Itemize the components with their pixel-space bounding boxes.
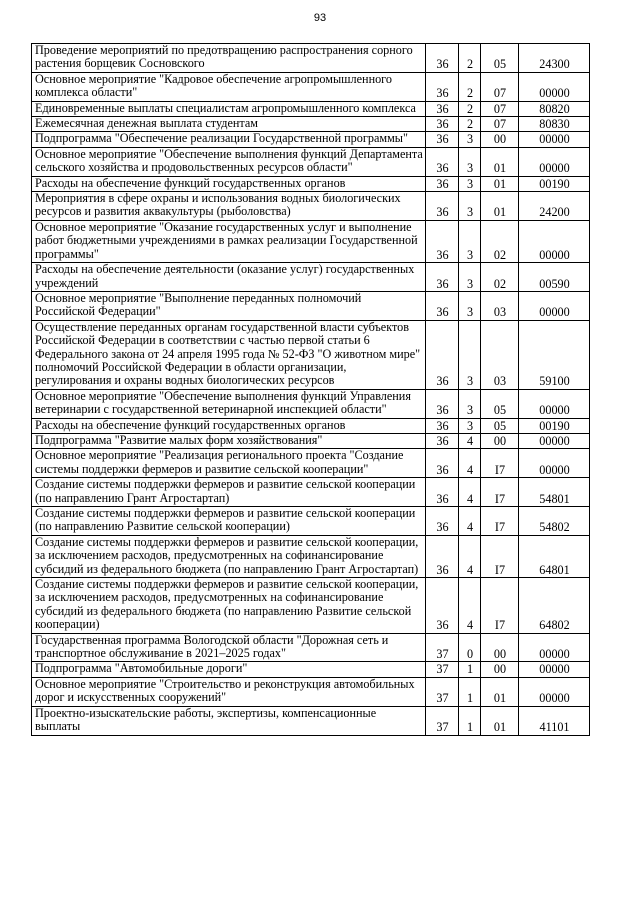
table-row xyxy=(32,72,590,101)
activity-code-cell: 07 xyxy=(481,101,519,116)
expenditure-name-cell: Расходы на обеспечение деятельности (оказание услуг) государственных учреждений xyxy=(32,263,426,292)
table-row xyxy=(32,578,590,634)
table-row xyxy=(32,176,590,191)
activity-code-cell: 01 xyxy=(481,192,519,221)
program-code-cell: 36 xyxy=(426,72,459,101)
direction-code-cell: 24200 xyxy=(519,192,590,221)
expenditure-name-cell: Осуществление переданных органам государственной власти субъектов Российской Федерации в соответствии с частью первой статьи 6 Федерального закона от 24 апреля 1995 года № 52-ФЗ "О животном мире" полномочий Российской Федерации в области организации, регулирования и охраны водных биологических ресурсов xyxy=(32,320,426,389)
expenditure-name-cell: Проектно-изыскательские работы, экспертизы, компенсационные выплаты xyxy=(32,706,426,735)
subprogram-code-cell: 3 xyxy=(459,418,481,433)
subprogram-code-cell: 3 xyxy=(459,220,481,262)
table-row xyxy=(32,706,590,735)
activity-code-cell: I7 xyxy=(481,578,519,634)
direction-code-cell: 00190 xyxy=(519,418,590,433)
table-row xyxy=(32,117,590,132)
activity-code-cell: I7 xyxy=(481,507,519,536)
direction-code-cell: 54801 xyxy=(519,478,590,507)
table-body xyxy=(32,44,590,736)
activity-code-cell: 01 xyxy=(481,677,519,706)
expenditure-name-cell: Создание системы поддержки фермеров и развитие сельской кооперации (по направлению Грант Агростартап) xyxy=(32,478,426,507)
program-code-cell: 37 xyxy=(426,633,459,662)
expenditure-name-cell: Создание системы поддержки фермеров и развитие сельской кооперации, за исключением расходов, предусмотренных на софинансирование субсидий из федерального бюджета (по направлению Развитие сельской кооперации) xyxy=(32,578,426,634)
activity-code-cell: 07 xyxy=(481,72,519,101)
program-code-cell: 36 xyxy=(426,418,459,433)
activity-code-cell: 01 xyxy=(481,706,519,735)
direction-code-cell: 00000 xyxy=(519,433,590,448)
subprogram-code-cell: 3 xyxy=(459,291,481,320)
activity-code-cell: 03 xyxy=(481,291,519,320)
subprogram-code-cell: 3 xyxy=(459,263,481,292)
subprogram-code-cell: 4 xyxy=(459,478,481,507)
table-row xyxy=(32,418,590,433)
program-code-cell: 36 xyxy=(426,132,459,147)
expenditure-name-cell: Расходы на обеспечение функций государственных органов xyxy=(32,176,426,191)
activity-code-cell: 05 xyxy=(481,418,519,433)
subprogram-code-cell: 4 xyxy=(459,433,481,448)
direction-code-cell: 00000 xyxy=(519,677,590,706)
direction-code-cell: 00000 xyxy=(519,291,590,320)
program-code-cell: 36 xyxy=(426,320,459,389)
subprogram-code-cell: 2 xyxy=(459,101,481,116)
subprogram-code-cell: 2 xyxy=(459,72,481,101)
subprogram-code-cell: 0 xyxy=(459,633,481,662)
program-code-cell: 36 xyxy=(426,117,459,132)
table-row xyxy=(32,291,590,320)
table-row xyxy=(32,478,590,507)
expenditure-name-cell: Единовременные выплаты специалистам агропромышленного комплекса xyxy=(32,101,426,116)
subprogram-code-cell: 4 xyxy=(459,535,481,577)
activity-code-cell: 00 xyxy=(481,633,519,662)
activity-code-cell: 07 xyxy=(481,117,519,132)
program-code-cell: 36 xyxy=(426,147,459,176)
expenditure-name-cell: Подпрограмма "Развитие малых форм хозяйствования" xyxy=(32,433,426,448)
direction-code-cell: 80830 xyxy=(519,117,590,132)
direction-code-cell: 00000 xyxy=(519,633,590,662)
activity-code-cell: 00 xyxy=(481,433,519,448)
program-code-cell: 36 xyxy=(426,220,459,262)
direction-code-cell: 00000 xyxy=(519,147,590,176)
table-row xyxy=(32,132,590,147)
expenditure-name-cell: Проведение мероприятий по предотвращению распространения сорного растения борщевик Сосновского xyxy=(32,44,426,73)
direction-code-cell: 59100 xyxy=(519,320,590,389)
expenditure-name-cell: Основное мероприятие "Строительство и реконструкция автомобильных дорог и искусственных сооружений" xyxy=(32,677,426,706)
activity-code-cell: 03 xyxy=(481,320,519,389)
expenditure-name-cell: Основное мероприятие "Выполнение переданных полномочий Российской Федерации" xyxy=(32,291,426,320)
activity-code-cell: 02 xyxy=(481,263,519,292)
table-row xyxy=(32,320,590,389)
program-code-cell: 36 xyxy=(426,44,459,73)
subprogram-code-cell: 4 xyxy=(459,578,481,634)
program-code-cell: 37 xyxy=(426,706,459,735)
program-code-cell: 36 xyxy=(426,192,459,221)
expenditure-name-cell: Подпрограмма "Обеспечение реализации Государственной программы" xyxy=(32,132,426,147)
expenditure-name-cell: Основное мероприятие "Реализация регионального проекта "Создание системы поддержки фермеров и развитие сельской кооперации" xyxy=(32,449,426,478)
direction-code-cell: 24300 xyxy=(519,44,590,73)
program-code-cell: 36 xyxy=(426,176,459,191)
activity-code-cell: I7 xyxy=(481,478,519,507)
subprogram-code-cell: 1 xyxy=(459,662,481,677)
subprogram-code-cell: 4 xyxy=(459,507,481,536)
table-row xyxy=(32,101,590,116)
page-number: 93 xyxy=(313,12,327,24)
direction-code-cell: 00000 xyxy=(519,72,590,101)
program-code-cell: 36 xyxy=(426,291,459,320)
expenditure-name-cell: Расходы на обеспечение функций государственных органов xyxy=(32,418,426,433)
activity-code-cell: 05 xyxy=(481,44,519,73)
subprogram-code-cell: 3 xyxy=(459,176,481,191)
expenditure-name-cell: Создание системы поддержки фермеров и развитие сельской кооперации (по направлению Развитие сельской кооперации) xyxy=(32,507,426,536)
table-row xyxy=(32,263,590,292)
expenditure-name-cell: Мероприятия в сфере охраны и использования водных биологических ресурсов и развития аквакультуры (рыболовства) xyxy=(32,192,426,221)
table-row xyxy=(32,44,590,73)
activity-code-cell: I7 xyxy=(481,449,519,478)
program-code-cell: 36 xyxy=(426,507,459,536)
expenditure-name-cell: Основное мероприятие "Кадровое обеспечение агропромышленного комплекса области" xyxy=(32,72,426,101)
activity-code-cell: 05 xyxy=(481,389,519,418)
table-row xyxy=(32,389,590,418)
table-row xyxy=(32,220,590,262)
table-row xyxy=(32,433,590,448)
subprogram-code-cell: 2 xyxy=(459,117,481,132)
expenditure-name-cell: Государственная программа Вологодской области "Дорожная сеть и транспортное обслуживание в 2021–2025 годах" xyxy=(32,633,426,662)
direction-code-cell: 00190 xyxy=(519,176,590,191)
direction-code-cell: 00000 xyxy=(519,220,590,262)
activity-code-cell: 02 xyxy=(481,220,519,262)
subprogram-code-cell: 3 xyxy=(459,147,481,176)
subprogram-code-cell: 3 xyxy=(459,132,481,147)
expenditure-name-cell: Основное мероприятие "Оказание государственных услуг и выполнение работ бюджетными учреждениями в рамках реализации Государственной программы" xyxy=(32,220,426,262)
subprogram-code-cell: 1 xyxy=(459,706,481,735)
table-row xyxy=(32,535,590,577)
table-row xyxy=(32,449,590,478)
direction-code-cell: 00590 xyxy=(519,263,590,292)
budget-classification-table xyxy=(31,43,590,736)
activity-code-cell: I7 xyxy=(481,535,519,577)
program-code-cell: 36 xyxy=(426,449,459,478)
program-code-cell: 36 xyxy=(426,263,459,292)
subprogram-code-cell: 3 xyxy=(459,192,481,221)
direction-code-cell: 64801 xyxy=(519,535,590,577)
program-code-cell: 36 xyxy=(426,389,459,418)
activity-code-cell: 00 xyxy=(481,132,519,147)
direction-code-cell: 00000 xyxy=(519,449,590,478)
direction-code-cell: 00000 xyxy=(519,389,590,418)
program-code-cell: 36 xyxy=(426,535,459,577)
expenditure-name-cell: Ежемесячная денежная выплата студентам xyxy=(32,117,426,132)
table-row xyxy=(32,192,590,221)
direction-code-cell: 00000 xyxy=(519,132,590,147)
direction-code-cell: 00000 xyxy=(519,662,590,677)
table-row xyxy=(32,633,590,662)
program-code-cell: 37 xyxy=(426,677,459,706)
table-row xyxy=(32,677,590,706)
program-code-cell: 36 xyxy=(426,478,459,507)
subprogram-code-cell: 3 xyxy=(459,389,481,418)
expenditure-name-cell: Основное мероприятие "Обеспечение выполнения функций Департамента сельского хозяйства и продовольственных ресурсов области" xyxy=(32,147,426,176)
expenditure-name-cell: Создание системы поддержки фермеров и развитие сельской кооперации, за исключением расходов, предусмотренных на софинансирование субсидий из федерального бюджета (по направлению Грант Агростартап) xyxy=(32,535,426,577)
table-row xyxy=(32,507,590,536)
activity-code-cell: 01 xyxy=(481,147,519,176)
program-code-cell: 36 xyxy=(426,433,459,448)
subprogram-code-cell: 2 xyxy=(459,44,481,73)
subprogram-code-cell: 4 xyxy=(459,449,481,478)
program-code-cell: 37 xyxy=(426,662,459,677)
activity-code-cell: 00 xyxy=(481,662,519,677)
direction-code-cell: 80820 xyxy=(519,101,590,116)
expenditure-name-cell: Основное мероприятие "Обеспечение выполнения функций Управления ветеринарии с государственной ветеринарной инспекцией области" xyxy=(32,389,426,418)
direction-code-cell: 64802 xyxy=(519,578,590,634)
direction-code-cell: 54802 xyxy=(519,507,590,536)
direction-code-cell: 41101 xyxy=(519,706,590,735)
subprogram-code-cell: 1 xyxy=(459,677,481,706)
table-row xyxy=(32,662,590,677)
program-code-cell: 36 xyxy=(426,578,459,634)
activity-code-cell: 01 xyxy=(481,176,519,191)
program-code-cell: 36 xyxy=(426,101,459,116)
table-row xyxy=(32,147,590,176)
subprogram-code-cell: 3 xyxy=(459,320,481,389)
expenditure-name-cell: Подпрограмма "Автомобильные дороги" xyxy=(32,662,426,677)
